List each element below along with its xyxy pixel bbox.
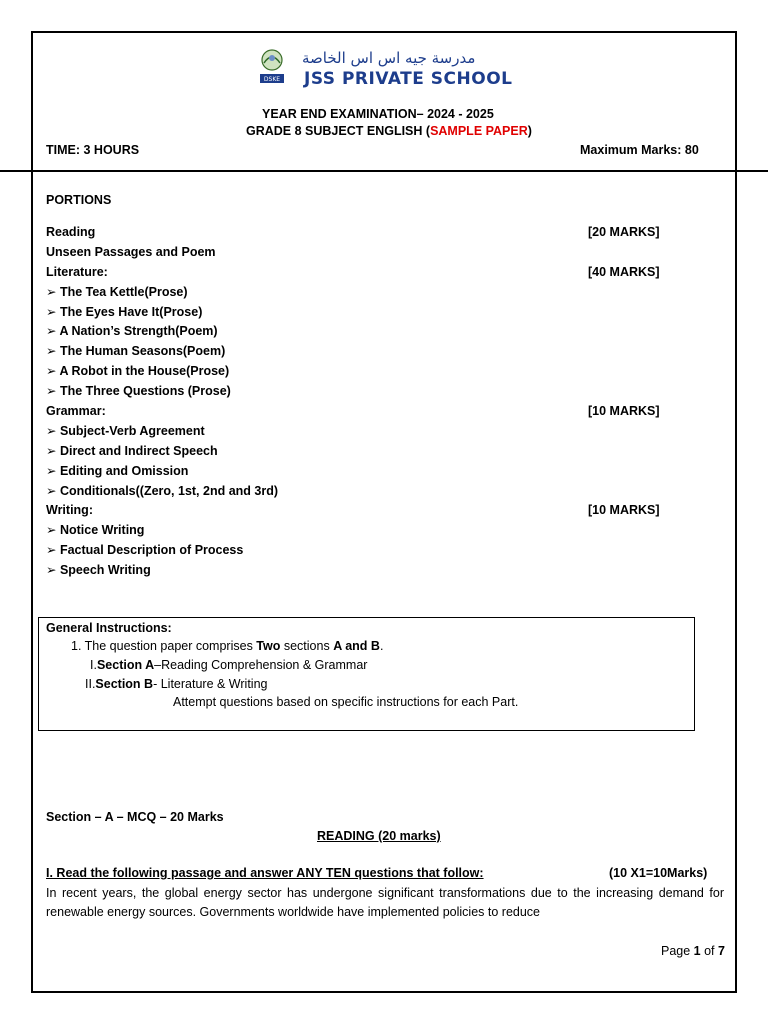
portion-text: Literature: [46,264,108,279]
grade-subject-line [246,124,532,138]
instr-text: sections [280,639,334,653]
list-item [46,303,686,323]
maximum-marks: Maximum Marks: 80 [580,143,699,157]
instr-num: I. [90,658,97,672]
sample-paper-label: SAMPLE PAPER [430,124,528,138]
portion-marks: [40 MARKS] [588,264,660,279]
instr-bold: Section A [96,658,155,672]
list-item [46,501,686,521]
portion-text: Grammar: [46,404,106,419]
list-item [46,442,686,462]
general-instructions-box [38,617,695,731]
instr-text: –Reading Comprehension & Grammar [154,658,368,672]
list-item [46,541,686,561]
svg-text:DSKE: DSKE [263,76,281,83]
question-1-marks: (10 X1=10Marks) [609,866,708,880]
section-a-title: Section – A – MCQ – 20 Marks [46,810,224,824]
portion-text: ➢ Subject-Verb Agreement [46,423,205,438]
portion-text: ➢ The Human Seasons(Poem) [46,344,226,359]
page-total: 7 [718,944,725,958]
list-item [46,382,686,402]
instruction-item-1 [71,639,383,653]
list-item [46,283,686,303]
portion-text: ➢ Editing and Omission [46,463,189,478]
exam-title: YEAR END EXAMINATION– 2024 - 2025 [262,107,494,121]
portion-marks: [20 MARKS] [588,225,660,239]
instruction-section-a [90,658,367,672]
list-item [46,521,686,541]
list-item [46,342,686,362]
portion-marks: [10 MARKS] [588,404,660,419]
list-item [46,482,686,502]
page-current: 1 [693,944,701,958]
school-logo-icon [258,47,286,85]
portion-text: ➢ Conditionals((Zero, 1st, 2nd and 3rd) [46,483,279,498]
portion-text: ➢ Speech Writing [46,563,151,578]
list-item [46,243,686,263]
portion-text: ➢ The Three Questions (Prose) [46,384,231,399]
instr-num: II. [85,677,96,691]
grade-suffix: ) [527,124,532,138]
list-item [46,422,686,442]
portion-text: Unseen Passages and Poem [46,244,216,259]
instr-bold: A and B [333,639,380,653]
instr-bold: Two [256,639,281,653]
portion-text: Reading [46,225,96,239]
portion-text: ➢ The Eyes Have It(Prose) [46,304,203,319]
instr-text: - Literature & Writing [153,677,268,691]
reading-heading: READING (20 marks) [317,829,441,843]
instruction-section-b [85,677,267,691]
portion-text: ➢ A Nation’s Strength(Poem) [46,324,218,339]
portion-text: ➢ Factual Description of Process [46,543,244,558]
school-name-arabic: مدرسة جيه اس اس الخاصة [302,49,476,67]
list-item [46,362,686,382]
page-number [661,944,725,958]
portions-list [46,223,686,581]
page-mid: of [700,944,718,958]
list-item [46,223,686,243]
instructions-title: General Instructions: [46,621,172,635]
school-name: JSS PRIVATE SCHOOL [304,69,513,89]
portion-text: Writing: [46,503,93,518]
list-item [46,322,686,342]
portion-text: ➢ Notice Writing [46,523,145,538]
list-item [46,263,686,283]
portion-text: ➢ A Robot in the House(Prose) [46,364,230,379]
grade-prefix: GRADE 8 SUBJECT ENGLISH ( [246,124,431,138]
portions-heading: PORTIONS [46,193,112,207]
reading-passage: In recent years, the global energy sector has undergone significant transformations due to the increasing demand for renewable energy sources. Governments worldwide have implemented policies to reduce [46,886,724,919]
instr-bold: Section B [95,677,154,691]
question-1-heading: I. Read the following passage and answer ANY TEN questions that follow: [46,866,484,880]
instr-text: . [379,639,384,653]
portion-text: ➢ Direct and Indirect Speech [46,443,218,458]
page-prefix: Page [661,944,694,958]
exam-time: TIME: 3 HOURS [46,143,140,157]
list-item [46,462,686,482]
list-item [46,402,686,422]
instruction-attempt: Attempt questions based on specific instructions for each Part. [173,695,519,709]
instr-text: 1. The question paper comprises [71,639,257,653]
portion-marks: [10 MARKS] [588,503,660,518]
list-item [46,561,686,581]
portion-text: ➢ The Tea Kettle(Prose) [46,284,188,299]
header-divider [0,170,768,172]
